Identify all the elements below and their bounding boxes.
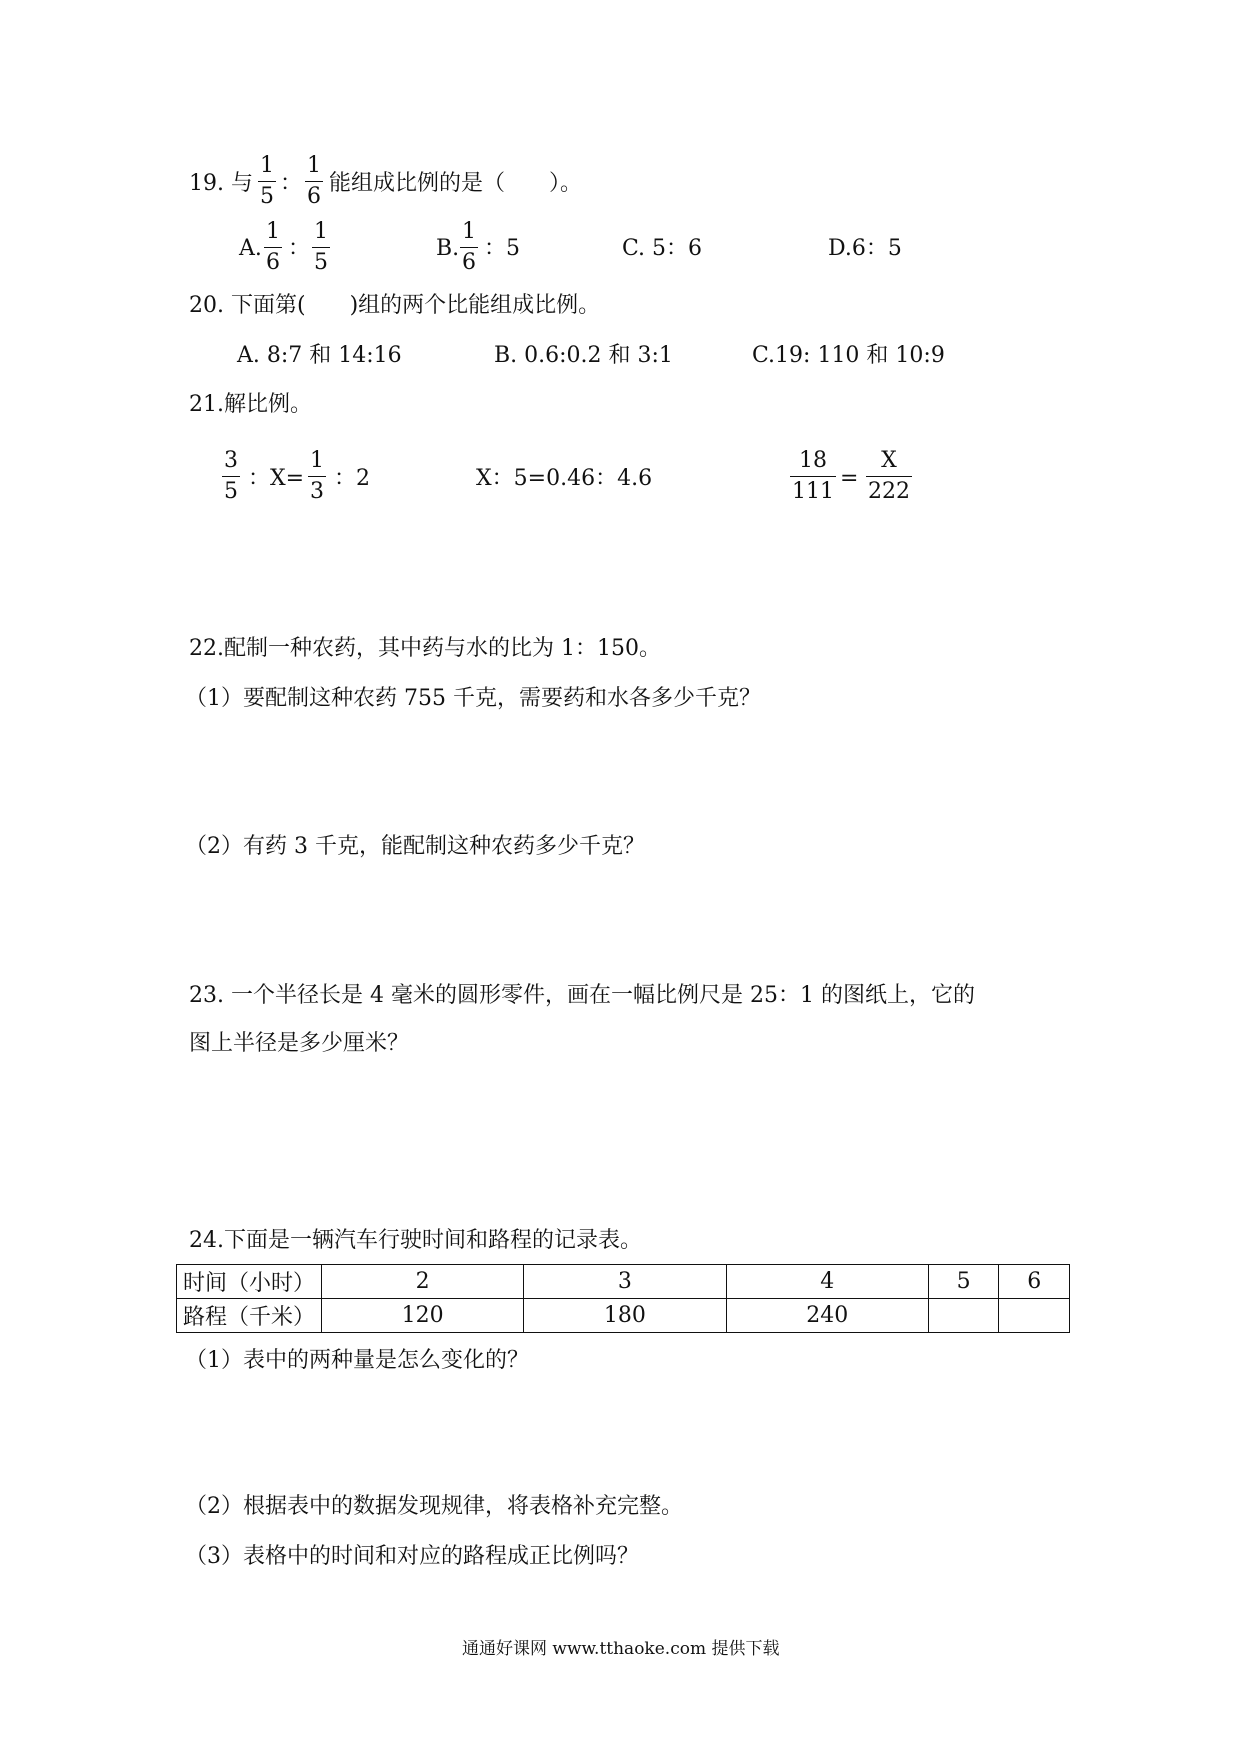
denominator: 5 [224,479,238,504]
q24-sub-3: （3）表格中的时间和对应的路程成正比例吗？ [185,1544,639,1569]
table-cell: 120 [322,1299,524,1333]
table-row-header-distance: 路程（千米） [177,1299,322,1333]
travel-record-table [176,1264,1070,1333]
fraction-bar [460,247,478,248]
q23-line-1: 23. 一个半径长是 4 毫米的圆形零件，画在一幅比例尺是 25：1 的图纸上，它的 [189,983,975,1008]
page-footer: 通通好课网 www.tthaoke.com 提供下载 [462,1639,780,1659]
denominator: 3 [310,479,324,504]
numerator: 3 [224,448,238,473]
q21-eq1-fraction-1 [222,450,240,503]
denominator: 222 [868,479,910,504]
q21-eq2: X：5=0.46：4.6 [476,466,653,491]
fraction-bar [866,476,912,477]
table-row-header-time: 时间（小时） [177,1265,322,1299]
q19-suffix: 能组成比例的是（ ）。 [329,171,583,196]
q20-option-a: A. 8:7 和 14:16 [237,343,402,368]
denominator: 111 [792,479,834,504]
numerator: 1 [310,448,324,473]
numerator: 1 [314,219,328,244]
q19-option-b-label: B. [436,236,460,261]
table-row [177,1265,1070,1299]
fraction-bar [222,476,240,477]
table-cell: 6 [999,1265,1070,1299]
table-cell-blank [928,1299,999,1333]
q21-eq3-equals: = [840,466,859,491]
q19-option-b-rest: ：5 [484,236,520,261]
q19-fraction-1-numerator: 1 [260,153,274,178]
q21-text: 21.解比例。 [189,392,312,417]
numerator: 18 [799,448,827,473]
fraction-bar [258,181,276,182]
q22-sub-2: （2）有药 3 千克，能配制这种农药多少千克？ [185,834,645,859]
q24-sub-2: （2）根据表中的数据发现规律，将表格补充完整。 [185,1494,683,1519]
q24-text: 24.下面是一辆汽车行驶时间和路程的记录表。 [189,1228,642,1253]
numerator: 1 [462,219,476,244]
q21-eq1-end: ：2 [334,466,370,491]
table-cell: 240 [726,1299,928,1333]
fraction-bar [264,247,282,248]
table-cell: 5 [928,1265,999,1299]
numerator: 1 [266,219,280,244]
q20-option-c: C.19: 110 和 10:9 [752,343,945,368]
q22-text: 22.配制一种农药，其中药与水的比为 1：150。 [189,636,661,661]
q19-fraction-2-denominator: 6 [307,184,321,209]
table-cell: 180 [524,1299,726,1333]
q19-option-a-fraction-1 [264,221,282,274]
q19-colon: ： [280,171,303,196]
q19-option-b-fraction [460,221,478,274]
q20-text: 20. 下面第( )组的两个比能组成比例。 [189,293,601,318]
q19-option-c: C. 5：6 [622,236,703,261]
table-cell: 4 [726,1265,928,1299]
q22-sub-1: （1）要配制这种农药 755 千克，需要药和水各多少千克？ [185,686,761,711]
q21-eq3-fraction-2 [866,450,912,503]
q19-option-a-fraction-2 [312,221,330,274]
numerator: X [881,448,897,473]
fraction-bar [790,476,836,477]
fraction-bar [305,181,323,182]
q24-sub-1: （1）表中的两种量是怎么变化的？ [185,1348,529,1373]
denominator: 6 [462,250,476,275]
denominator: 5 [314,250,328,275]
q19-fraction-2-numerator: 1 [307,153,321,178]
q20-option-b: B. 0.6:0.2 和 3:1 [494,343,673,368]
fraction-bar [308,476,326,477]
table-cell: 3 [524,1265,726,1299]
q21-eq1-middle: ：X= [248,466,305,491]
q19-prefix: 19. 与 [189,171,253,196]
q19-fraction-2 [305,155,323,208]
table-cell: 2 [322,1265,524,1299]
q21-eq1-fraction-2 [308,450,326,503]
q19-option-d: D.6：5 [828,236,902,261]
denominator: 6 [266,250,280,275]
table-cell-blank [999,1299,1070,1333]
q19-option-a-label: A. [239,236,262,261]
fraction-bar [312,247,330,248]
q19-option-a-colon: ： [288,236,311,261]
q19-fraction-1-denominator: 5 [260,184,274,209]
q21-eq3-fraction-1 [790,450,836,503]
table-row [177,1299,1070,1333]
q23-line-2: 图上半径是多少厘米？ [189,1031,410,1056]
q19-fraction-1 [258,155,276,208]
